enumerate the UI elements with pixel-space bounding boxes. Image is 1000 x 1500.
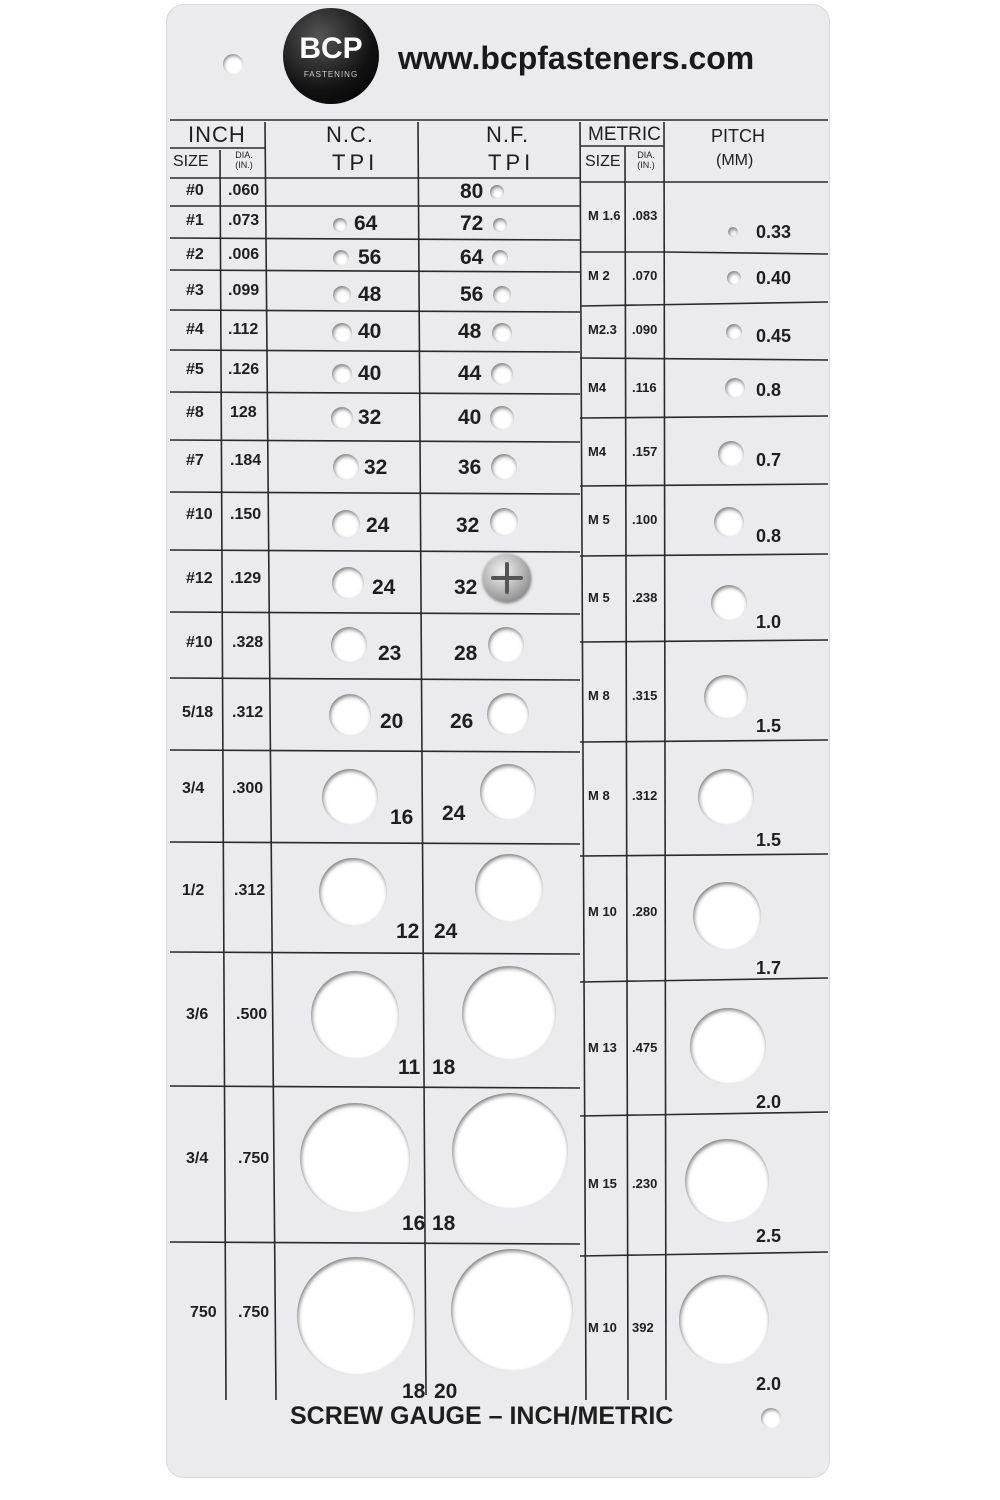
- header-nc: N.C.: [326, 122, 374, 147]
- nf-tpi-value: 18: [432, 1056, 456, 1079]
- nf-thread-hole: [475, 854, 543, 922]
- inch-dia-cell: 128: [230, 404, 257, 421]
- nf-tpi-value: 20: [434, 1380, 458, 1403]
- logo-subtext: FASTENING: [303, 70, 359, 79]
- header-nf-tpi: TPI: [488, 150, 535, 175]
- nc-tpi-value: 48: [358, 283, 382, 306]
- nc-thread-hole: [332, 323, 352, 343]
- nc-thread-hole: [333, 286, 351, 304]
- metric-size-cell: M 10: [588, 1320, 617, 1335]
- inch-dia-cell: .750: [238, 1150, 270, 1167]
- inch-dia-cell: .750: [238, 1304, 270, 1321]
- metric-size-cell: M2.3: [588, 322, 617, 337]
- metric-dia-cell: .312: [632, 788, 658, 803]
- nc-thread-hole: [297, 1257, 415, 1375]
- nc-thread-hole: [322, 769, 378, 825]
- metric-size-cell: M 8: [588, 788, 610, 803]
- header-metric: METRIC: [588, 124, 661, 145]
- metric-size-cell: M 5: [588, 590, 610, 605]
- nc-tpi-value: 23: [378, 642, 402, 665]
- nc-tpi-value: 64: [354, 212, 378, 235]
- header-metric-size: SIZE: [585, 153, 621, 170]
- inch-size-cell: #10: [186, 634, 213, 651]
- nc-tpi-value: 32: [358, 406, 382, 429]
- metric-pitch-value: 0.7: [756, 450, 782, 470]
- metric-pitch-value: 1.5: [756, 830, 782, 850]
- inch-dia-cell: .184: [230, 452, 262, 469]
- nf-tpi-value: 48: [458, 320, 482, 343]
- nc-thread-hole: [332, 510, 360, 538]
- nf-tpi-value: 80: [460, 180, 484, 203]
- inch-size-cell: 3/6: [186, 1006, 209, 1023]
- nc-tpi-value: 11: [398, 1056, 421, 1079]
- inch-dia-cell: .006: [228, 246, 260, 263]
- nf-thread-hole: [492, 250, 508, 266]
- inch-dia-cell: .099: [228, 282, 260, 299]
- metric-size-cell: M 5: [588, 512, 610, 527]
- inch-dia-cell: .500: [236, 1006, 268, 1023]
- metric-pitch-value: 2.5: [756, 1226, 782, 1246]
- nf-thread-hole: [487, 693, 529, 735]
- inch-dia-cell: .112: [228, 321, 259, 338]
- nf-tpi-value: 28: [454, 642, 478, 665]
- website-url: www.bcpfasteners.com: [398, 40, 755, 76]
- nf-thread-hole: [490, 406, 514, 430]
- metric-dia-cell: .070: [632, 268, 658, 283]
- metric-pitch-hole: [727, 271, 741, 285]
- nf-tpi-value: 56: [460, 283, 484, 306]
- nf-tpi-value: 24: [442, 802, 466, 825]
- inch-size-cell: 1/2: [182, 882, 205, 899]
- nc-tpi-value: 40: [358, 320, 382, 343]
- inch-dia-cell: .150: [230, 506, 262, 523]
- inch-size-cell: #2: [186, 246, 204, 263]
- nc-thread-hole: [319, 858, 387, 926]
- metric-pitch-value: 0.8: [756, 526, 782, 546]
- nf-tpi-value: 36: [458, 456, 482, 479]
- nc-tpi-value: 56: [358, 246, 382, 269]
- metric-pitch-hole: [679, 1275, 769, 1365]
- metric-pitch-hole: [693, 882, 761, 950]
- metric-size-cell: M 2: [588, 268, 610, 283]
- metric-size-cell: M 8: [588, 688, 610, 703]
- metric-dia-cell: .238: [632, 590, 658, 605]
- nf-tpi-value: 32: [456, 514, 480, 537]
- nf-thread-hole: [462, 966, 556, 1060]
- metric-pitch-value: 0.33: [756, 222, 792, 242]
- nc-thread-hole: [332, 364, 352, 384]
- header-inch: INCH: [188, 122, 246, 147]
- inch-dia-cell: .073: [228, 212, 260, 229]
- nf-thread-hole: [493, 218, 507, 232]
- header-metric-dia: DIA. (IN.): [637, 150, 655, 170]
- inch-size-cell: 3/4: [186, 1150, 209, 1167]
- header-pitch: PITCH: [711, 126, 765, 146]
- nf-tpi-value: 72: [460, 212, 484, 235]
- inch-dia-cell: .129: [230, 570, 262, 587]
- header-dia: DIA. (IN.): [235, 150, 253, 170]
- metric-size-cell: M 1.6: [588, 208, 621, 223]
- metric-dia-cell: .475: [632, 1040, 658, 1055]
- metric-pitch-hole: [711, 585, 747, 621]
- metric-pitch-value: 1.7: [756, 958, 782, 978]
- metric-dia-cell: 392: [632, 1320, 654, 1335]
- metric-dia-cell: .090: [632, 322, 658, 337]
- metric-dia-cell: .116: [632, 380, 657, 395]
- nc-tpi-value: 32: [364, 456, 388, 479]
- nc-thread-hole: [331, 407, 353, 429]
- inch-dia-cell: .328: [232, 634, 264, 651]
- header-size: SIZE: [173, 153, 209, 170]
- inch-size-cell: 750: [190, 1304, 217, 1321]
- inch-dia-cell: .312: [234, 882, 266, 899]
- metric-pitch-value: 0.8: [756, 380, 782, 400]
- inch-dia-cell: .312: [232, 704, 264, 721]
- nf-thread-hole: [491, 454, 517, 480]
- metric-dia-cell: .280: [632, 904, 658, 919]
- nc-tpi-value: 40: [358, 362, 382, 385]
- nc-thread-hole: [331, 627, 367, 663]
- metric-pitch-hole: [725, 378, 745, 398]
- gauge-title: SCREW GAUGE – INCH/METRIC: [290, 1402, 674, 1430]
- metric-pitch-hole: [714, 507, 744, 537]
- metric-pitch-hole: [685, 1139, 769, 1223]
- header-pitch-unit: (MM): [716, 152, 754, 169]
- nc-thread-hole: [333, 250, 349, 266]
- inch-size-cell: #0: [186, 182, 204, 199]
- metric-size-cell: M4: [588, 380, 607, 395]
- nc-thread-hole: [333, 218, 347, 232]
- nf-thread-hole: [492, 323, 512, 343]
- inch-size-cell: #4: [186, 321, 204, 338]
- metric-pitch-hole: [690, 1008, 766, 1084]
- nc-tpi-value: 20: [380, 710, 404, 733]
- metric-size-cell: M 15: [588, 1176, 617, 1191]
- nc-tpi-value: 16: [402, 1212, 426, 1235]
- screw-in-hole: [483, 554, 531, 602]
- metric-pitch-value: 0.45: [756, 326, 792, 346]
- header-nf: N.F.: [486, 122, 530, 147]
- nf-thread-hole: [493, 286, 511, 304]
- metric-pitch-hole: [704, 675, 748, 719]
- inch-dia-cell: .300: [232, 780, 264, 797]
- nf-thread-hole: [491, 363, 513, 385]
- nf-tpi-value: 40: [458, 406, 482, 429]
- inch-size-cell: #1: [186, 212, 204, 229]
- nf-tpi-value: 26: [450, 710, 474, 733]
- nc-tpi-value: 24: [372, 576, 396, 599]
- metric-pitch-value: 2.0: [756, 1374, 782, 1394]
- metric-dia-cell: .157: [632, 444, 658, 459]
- metric-pitch-hole: [718, 441, 744, 467]
- nf-tpi-value: 24: [434, 920, 458, 943]
- inch-size-cell: #7: [186, 452, 204, 469]
- logo-text: BCP: [299, 32, 363, 65]
- nf-thread-hole: [490, 508, 518, 536]
- nc-thread-hole: [329, 694, 371, 736]
- metric-pitch-value: 0.40: [756, 268, 792, 288]
- nf-tpi-value: 18: [432, 1212, 456, 1235]
- nf-thread-hole: [490, 185, 504, 199]
- nf-thread-hole: [451, 1249, 573, 1371]
- nf-tpi-value: 44: [458, 362, 482, 385]
- inch-dia-cell: .126: [228, 361, 260, 378]
- nc-thread-hole: [332, 567, 364, 599]
- inch-size-cell: #12: [186, 570, 213, 587]
- inch-size-cell: 3/4: [182, 780, 205, 797]
- nc-tpi-value: 18: [402, 1380, 426, 1403]
- metric-pitch-hole: [698, 769, 754, 825]
- nf-thread-hole: [452, 1093, 568, 1209]
- nc-tpi-value: 16: [390, 806, 414, 829]
- inch-size-cell: 5/18: [182, 704, 214, 721]
- inch-size-cell: #3: [186, 282, 204, 299]
- header-nc-tpi: TPI: [332, 150, 379, 175]
- inch-size-cell: #8: [186, 404, 204, 421]
- metric-pitch-value: 1.0: [756, 612, 782, 632]
- nf-tpi-value: 64: [460, 246, 484, 269]
- inch-dia-cell: .060: [228, 182, 260, 199]
- metric-size-cell: M 13: [588, 1040, 617, 1055]
- inch-size-cell: #10: [186, 506, 213, 523]
- metric-size-cell: M4: [588, 444, 607, 459]
- nc-thread-hole: [311, 971, 399, 1059]
- metric-dia-cell: .100: [632, 512, 658, 527]
- metric-dia-cell: .083: [632, 208, 658, 223]
- nf-thread-hole: [480, 764, 536, 820]
- metric-dia-cell: .315: [632, 688, 658, 703]
- metric-pitch-value: 2.0: [756, 1092, 782, 1112]
- metric-pitch-value: 1.5: [756, 716, 782, 736]
- nc-thread-hole: [300, 1103, 410, 1213]
- nf-thread-hole: [488, 627, 524, 663]
- nc-tpi-value: 24: [366, 514, 390, 537]
- nc-thread-hole: [333, 454, 359, 480]
- metric-dia-cell: .230: [632, 1176, 658, 1191]
- nf-tpi-value: 32: [454, 576, 478, 599]
- metric-pitch-hole: [728, 227, 738, 237]
- nc-tpi-value: 12: [396, 920, 420, 943]
- metric-size-cell: M 10: [588, 904, 617, 919]
- metric-pitch-hole: [726, 324, 742, 340]
- inch-size-cell: #5: [186, 361, 204, 378]
